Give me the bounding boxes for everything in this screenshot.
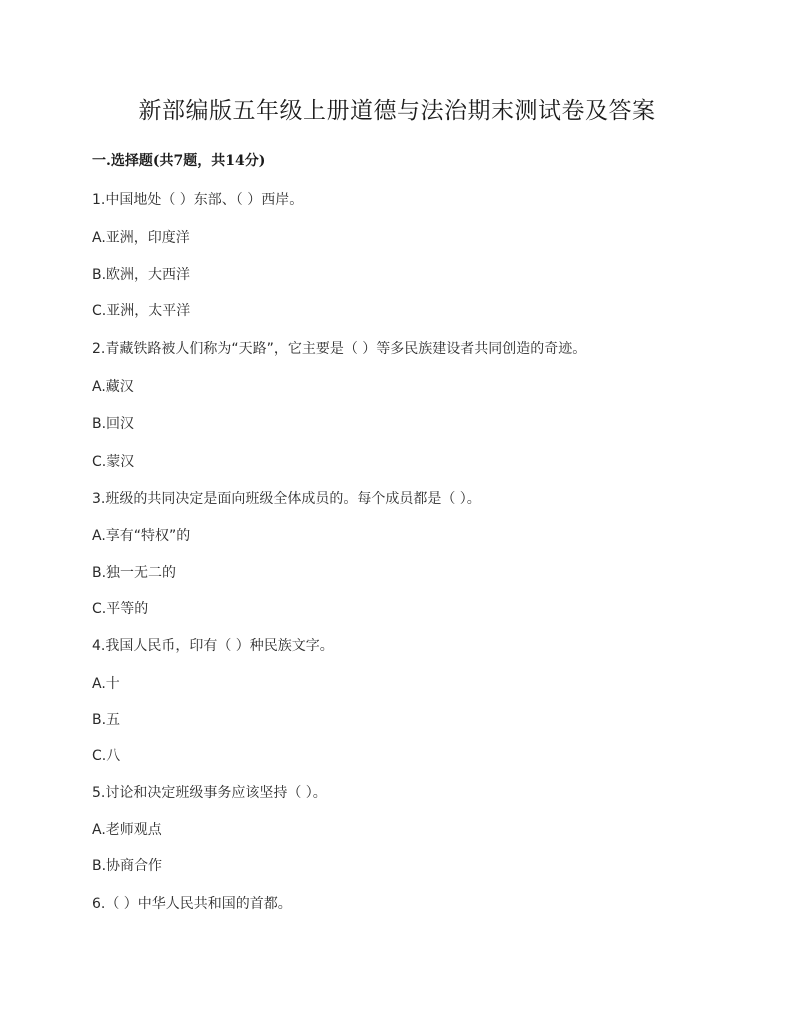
question-5-option-b: B.协商合作: [92, 858, 163, 874]
question-2-option-b: B.回汉: [92, 416, 135, 432]
question-5-option-a: A.老师观点: [92, 822, 162, 838]
question-4-option-c: C.八: [92, 748, 121, 764]
question-1-option-a: A.亚洲，印度洋: [92, 230, 190, 246]
question-1-option-b: B.欧洲，大西洋: [92, 267, 191, 283]
section-heading: 一.选择题(共7题，共14分): [92, 153, 266, 169]
question-4-option-a: A.十: [92, 676, 120, 692]
question-6: 6.（ ）中华人民共和国的首都。: [92, 896, 292, 912]
question-4-option-b: B.五: [92, 712, 121, 728]
question-3: 3.班级的共同决定是面向班级全体成员的。每个成员都是（ ）。: [92, 491, 481, 507]
question-2: 2.青藏铁路被人们称为“天路”，它主要是（ ）等多民族建设者共同创造的奇迹。: [92, 341, 587, 357]
question-5: 5.讨论和决定班级事务应该坚持（ ）。: [92, 785, 327, 801]
question-2-option-c: C.蒙汉: [92, 454, 135, 470]
question-4: 4.我国人民币，印有（ ）种民族文字。: [92, 638, 334, 654]
question-2-option-a: A.藏汉: [92, 379, 134, 395]
question-3-option-b: B.独一无二的: [92, 565, 177, 581]
question-1: 1.中国地处（ ）东部、（ ）西岸。: [92, 192, 304, 208]
question-3-option-a: A.享有“特权”的: [92, 528, 191, 544]
document-title: 新部编版五年级上册道德与法治期末测试卷及答案: [138, 98, 656, 124]
question-1-option-c: C.亚洲，太平洋: [92, 303, 191, 319]
question-3-option-c: C.平等的: [92, 601, 149, 617]
